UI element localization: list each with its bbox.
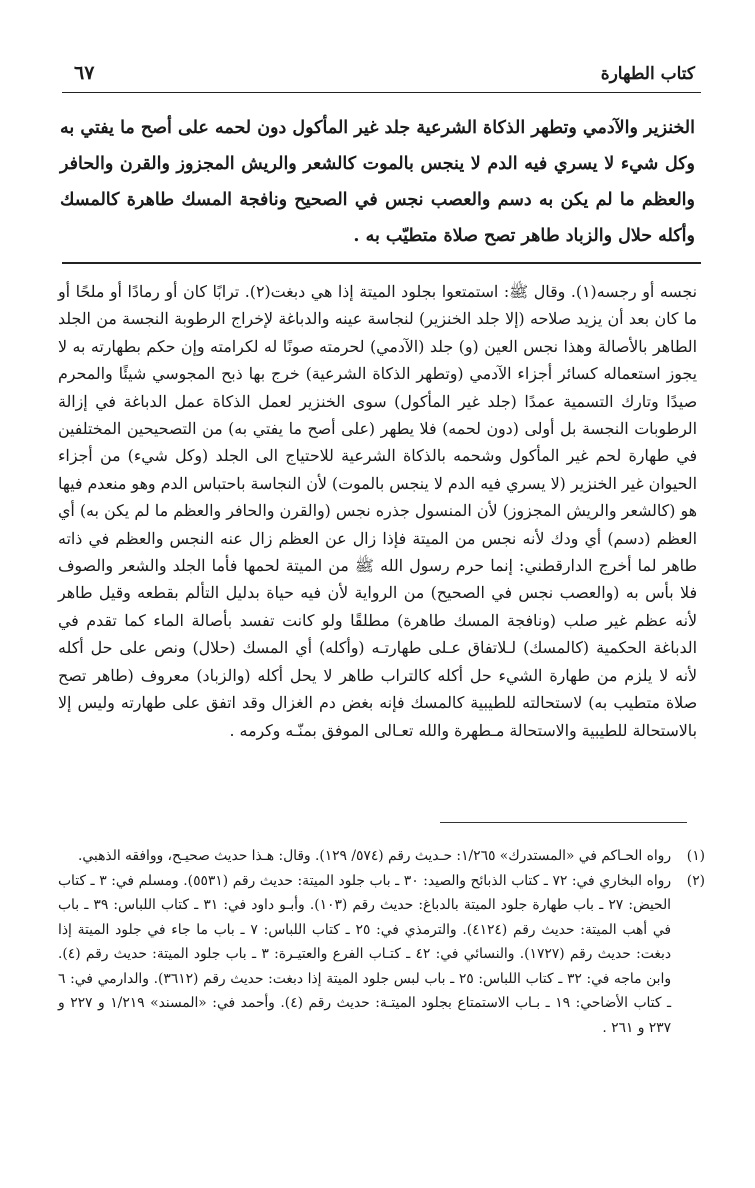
footnotes xyxy=(58,844,705,1040)
page-header xyxy=(58,62,701,88)
main-text-block xyxy=(60,110,695,254)
commentary-block xyxy=(58,278,697,744)
footnote-item xyxy=(58,844,705,869)
section-divider xyxy=(62,262,701,264)
footnote-text: رواه الحـاكم في «المستدرك» ١/٢٦٥: حـديث رقم (٥٧٤/ ١٢٩). وقال: هـذا حديث صحيـح، ووافقه الذهبي. xyxy=(78,848,671,864)
commentary-text: نجسه أو رجسه(١). وقال ﷺ: استمتعوا بجلود الميتة إذا هي دبغت(٢). ترابًا كان أو رمادًا أو ملحًا أو ما كان بعد أن يزيد صلاحه (إلا جلد الخنزير) لنجاسة عينه والدباغة لإخراج الرطوبة النجسة من الجلد الطاهر بالأصالة وهذا نجس العين (و) جلد (الآدمي) لحرمته صونًا له لكرامته وإن حكم بطهارته به لا يجوز استعماله كسائر أجزاء الآدمي (وتطهر الذكاة الشرعية) خرج بها ذبح المجوسي شيئًا والمحرم صيدًا وتارك التسمية عمدًا (جلد غير المأكول) سوى الخنزير لعمل الذكاة عمل الدباغة في إزالة الرطوبات النجسة بل أولى (دون لحمه) فلا يطهر (على أصح ما يفتي به) من التصحيحين المختلفين في طهارة لحم غير المأكول وشحمه بالذكاة الشرعية للاحتياج الى الجلد (وكل شيء) من أجزاء الحيوان غير الخنزير (لا يسري فيه الدم لا ينجس بالموت) لأن النجاسة باحتباس الدم وهو منعدم فيها هو (كالشعر والريش المجزوز) لأن المنسول جذره نجس (والقرن والحافر والعظم ما لم يكن به) أي العظم (دسم) أي ودك لأنه نجس من الميتة فإذا زال عن العظم زال عنه النجس والعظم في ذاته طاهر لما أخرج الدارقطني: إنما حرم رسول الله ﷺ من الميتة لحمها فأما الجلد والشعر والصوف فلا بأس به (والعصب نجس في الصحيح) من الرواية لأن فيه حياة بدليل التألم بقطعه وقيل طاهر لأنه عظم غير صلب (ونافجة المسك طاهرة) مطلقًا ولو كانت تفسد بأصالة الماء كما تقدم في الدباغة الحكمية (كالمسك) لـلاتفاق عـلى طهارتـه (وأكله) أي المسك (حلال) ونص على حل أكله لأنه لا يلزم من طهارة الشيء حل أكله كالتراب طاهر لا يحل أكله (والزباد) معروف (طاهر تصح صلاة متطيب به) لاستحالته للطيبية كالمسك فإنه بغض دم الغزال وقد اتفق على طهارته وليس إلا بالاستحالة للطيبية والاستحالة مـطهرة والله تعـالى الموفق بمنّـه وكرمه . xyxy=(58,282,697,740)
main-text: الخنزير والآدمي وتطهر الذكاة الشرعية جلد غير المأكول دون لحمه على أصح ما يفتي به وكل شيء لا يسري فيه الدم لا ينجس بالموت كالشعر والريش المجزوز والقرن والحافر والعظم ما لم يكن به دسم والعصب نجس في الصحيح ونافجة المسك طاهرة كالمسك وأكله حلال والزباد طاهر تصح صلاة متطيّب به . xyxy=(60,118,695,246)
book-title: كتاب الطهارة xyxy=(600,64,695,84)
footnote-number: (٢) xyxy=(686,872,705,889)
footnote-rule xyxy=(440,822,687,823)
footnote-number: (١) xyxy=(686,848,705,864)
footnote-text: رواه البخاري في: ٧٢ ـ كتاب الذبائح والصيد: ٣٠ ـ باب جلود الميتة: حديث رقم (٥٥٣١). ومسلم في: ٣ ـ كتاب الحيض: ٢٧ ـ باب طهارة جلود الميتة بالدباغ: حديث رقم (١٠٣). وأبـو داود في: ٣١ ـ كتاب اللباس: ٣٩ ـ باب في أهب الميتة: حديث رقم (٤١٢٤). والترمذي في: ٢٥ ـ كتاب اللباس: ٧ ـ باب ما جاء في جلود الميتة إذا دبغت: حديث رقم (١٧٢٧). والنسائي في: ٤٢ ـ كتـاب الفرع والعتيـرة: ٣ ـ باب جلود الميتة: حديث رقم (٤). وابن ماجه في: ٣٢ ـ كتاب اللباس: ٢٥ ـ باب لبس جلود الميتة إذا دبغت: حديث رقم (٣٦١٢). والدارمي في: ٦ ـ كتاب الأضاحي: ١٩ ـ بـاب الاستمتاع بجلود الميتـة: حديث رقم (٤). وأحمد في: «المسند» ١/٢١٩ و ٢٢٧ و ٢٣٧ و ٢٦١ . xyxy=(58,872,672,1036)
page-number: ٦٧ xyxy=(74,62,95,84)
header-rule xyxy=(62,92,701,93)
footnote-item xyxy=(58,869,705,1041)
